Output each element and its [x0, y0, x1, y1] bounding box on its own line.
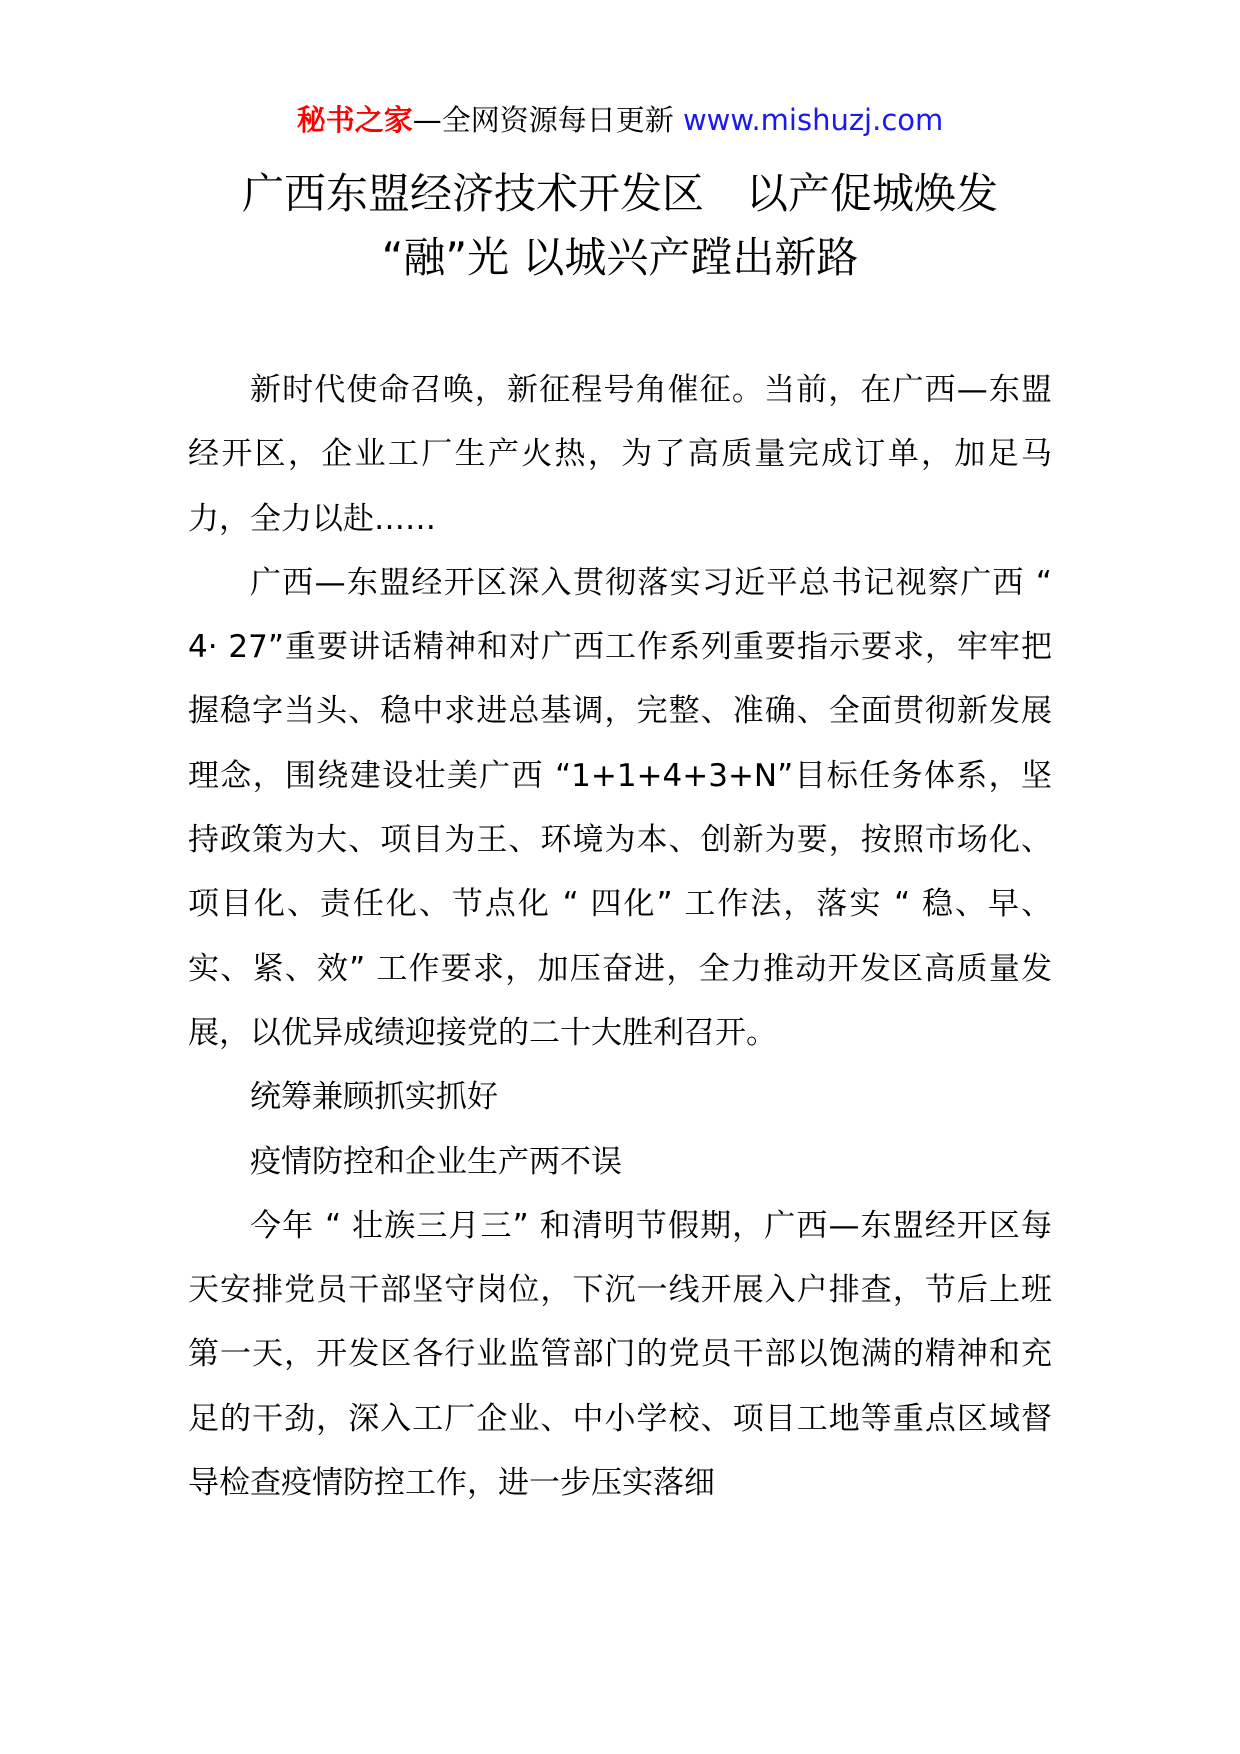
source-banner	[0, 100, 1240, 140]
title-line-2: “融”光 以城兴产蹚出新路	[381, 233, 859, 282]
banner-tagline: —全网资源每日更新	[412, 103, 674, 137]
document-body	[188, 358, 1052, 1515]
document-title	[100, 162, 1140, 290]
section-heading-line-1: 统筹兼顾抓实抓好	[250, 1079, 498, 1116]
section-heading-line-2: 疫情防控和企业生产两不误	[250, 1143, 622, 1180]
brand-name: 秘书之家	[296, 103, 413, 137]
site-url-link[interactable]: www.mishuzj.com	[682, 103, 944, 137]
paragraph-intro: 新时代使命召唤，新征程号角催征。当前，在广西—东盟经开区，企业工厂生产火热，为了高质量完成订单，加足马力，全力以赴……	[188, 372, 1052, 537]
paragraph-policy: 广西—东盟经开区深入贯彻落实习近平总书记视察广西 “ 4· 27”重要讲话精神和对广西工作系列重要指示要求，牢牢把握稳字当头、稳中求进总基调，完整、准确、全面贯彻新发展理念，围绕建设壮美广西 “1+1+4+3+N”目标任务体系，坚持政策为大、项目为王、环境为本、创新为要，按照市场化、项目化、责任化、节点化 “ 四化” 工作法，落实 “ 稳、早、实、紧、效” 工作要求，加压奋进，全力推动开发区高质量发展，以优异成绩迎接党的二十大胜利召开。	[188, 564, 1052, 1051]
title-line-1: 广西东盟经济技术开发区 以产促城焕发	[241, 169, 998, 218]
paragraph-epidemic: 今年 “ 壮族三月三” 和清明节假期，广西—东盟经开区每天安排党员干部坚守岗位，下沉一线开展入户排查，节后上班第一天，开发区各行业监管部门的党员干部以饱满的精神和充足的干劲，深入工厂企业、中小学校、项目工地等重点区域督导检查疫情防控工作，进一步压实落细	[188, 1207, 1052, 1502]
